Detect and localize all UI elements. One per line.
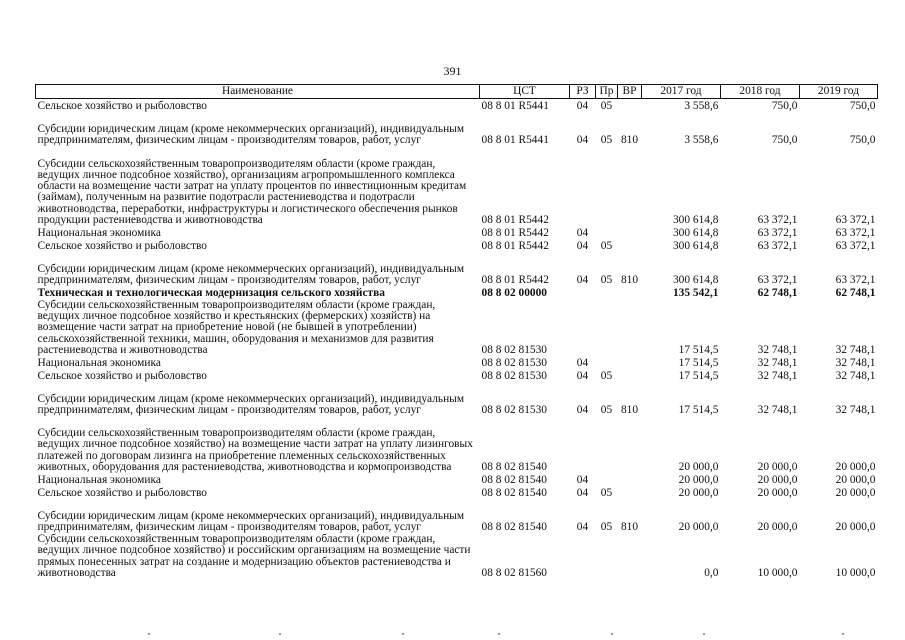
row-rz: 04 (576, 486, 589, 499)
header-2017: 2017 год (642, 85, 721, 99)
row-vr (618, 146, 642, 226)
row-name: Национальная экономика (37, 473, 161, 486)
row-name: Субсидии юридическим лицам (кроме некоммерческих организаций), индивидуальным предпринимателям, физическим лицам - производителям товаров, работ, услуг (37, 262, 465, 286)
row-2018: 10 000,0 (757, 566, 798, 579)
row-cst: 08 8 01 R5442 (481, 226, 549, 239)
row-2018: 750,0 (771, 133, 798, 146)
row-name: Субсидии юридическим лицам (кроме некоммерческих организаций), индивидуальным предпринимателям, физическим лицам - производителям товаров, работ, услуг (37, 509, 465, 533)
row-vr (618, 239, 642, 252)
row-name: Сельское хозяйство и рыболовство (37, 99, 207, 112)
table-row (36, 499, 878, 533)
row-name: Техническая и технологическая модернизация сельского хозяйства (37, 286, 385, 299)
row-cst: 08 8 02 81540 (481, 473, 547, 486)
row-rz (570, 146, 596, 226)
row-2019: 32 748,1 (835, 369, 876, 382)
header-name: Наименование (36, 85, 480, 99)
row-rz: 04 (576, 226, 589, 239)
row-2017: 17 514,5 (678, 343, 719, 356)
row-2018: 20 000,0 (757, 486, 798, 499)
row-2017: 135 542,1 (672, 286, 719, 299)
row-2017: 20 000,0 (678, 473, 719, 486)
row-vr (618, 356, 642, 369)
table-row (36, 486, 878, 499)
row-rz (570, 416, 596, 473)
row-rz: 04 (576, 239, 589, 252)
row-2018: 62 748,1 (757, 286, 798, 299)
row-2017: 300 614,8 (672, 226, 719, 239)
row-cst: 08 8 01 R5442 (481, 213, 549, 226)
row-2019: 32 748,1 (835, 343, 876, 356)
row-name: Национальная экономика (37, 356, 161, 369)
row-2017: 20 000,0 (678, 486, 719, 499)
row-2018: 32 748,1 (757, 356, 798, 369)
table-row (36, 382, 878, 416)
header-cst: ЦСТ (480, 85, 570, 99)
row-2017: 17 514,5 (678, 369, 719, 382)
row-2018: 32 748,1 (757, 369, 798, 382)
row-pr: 05 (600, 520, 613, 533)
row-cst: 08 8 02 81530 (481, 369, 547, 382)
row-rz: 04 (576, 273, 589, 286)
row-vr (618, 299, 642, 356)
row-2018: 20 000,0 (757, 520, 798, 533)
row-name: Субсидии сельскохозяйственным товаропроизводителям области (кроме граждан, ведущих личное подсобное хозяйство и крестьянских (фермерских) хозяйств) на возмещение части затрат на приобретение новой (не бывшей в употреблении) сельскохозяйственной техники, машин, оборудования и механизмов для развития растениеводства и животноводства (37, 299, 436, 356)
row-cst: 08 8 02 81530 (481, 403, 547, 416)
row-2017: 17 514,5 (678, 403, 719, 416)
header-pr: Пр (596, 85, 618, 99)
row-2017: 3 558,6 (684, 99, 719, 112)
header-2019: 2019 год (800, 85, 878, 99)
row-pr: 05 (600, 486, 613, 499)
row-cst: 08 8 01 R5441 (481, 99, 549, 112)
row-2017: 300 614,8 (672, 213, 719, 226)
row-vr: 810 (620, 403, 639, 416)
row-2017: 20 000,0 (678, 520, 719, 533)
row-rz: 04 (576, 403, 589, 416)
table-row (36, 533, 878, 579)
row-2019: 20 000,0 (835, 520, 876, 533)
row-2018: 63 372,1 (757, 226, 798, 239)
row-2019: 10 000,0 (835, 566, 876, 579)
row-pr (596, 416, 618, 473)
row-vr (618, 226, 642, 239)
row-2019: 32 748,1 (835, 403, 876, 416)
row-2019: 32 748,1 (835, 356, 876, 369)
row-name: Субсидии юридическим лицам (кроме некоммерческих организаций), индивидуальным предпринимателям, физическим лицам - производителям товаров, работ, услуг (37, 122, 465, 146)
row-pr (596, 226, 618, 239)
row-pr: 05 (600, 239, 613, 252)
table-row (36, 146, 878, 226)
row-rz: 04 (576, 99, 589, 112)
row-pr (596, 286, 618, 299)
row-vr: 810 (620, 520, 639, 533)
row-2017: 20 000,0 (678, 460, 719, 473)
table-header-row (36, 85, 878, 99)
row-2018: 32 748,1 (757, 343, 798, 356)
row-cst: 08 8 02 81530 (481, 343, 547, 356)
row-name: Субсидии сельскохозяйственным товаропроизводителям области (кроме граждан, ведущих личное подсобное хозяйство) на возмещение части затрат на уплату лизинговых платежей по договорам лизинга на приобретение племенных сельскохозяйственных животных, оборудования для растениеводства, животноводства и кормопроизводства (37, 427, 473, 473)
row-vr: 810 (620, 133, 639, 146)
row-rz: 04 (576, 473, 589, 486)
scan-artifacts (0, 633, 905, 639)
row-vr (618, 473, 642, 486)
row-2019: 63 372,1 (835, 273, 876, 286)
row-vr (618, 99, 642, 113)
row-2019: 63 372,1 (835, 239, 876, 252)
row-vr (618, 286, 642, 299)
row-vr (618, 533, 642, 579)
row-2019: 62 748,1 (835, 286, 876, 299)
row-2019: 63 372,1 (835, 226, 876, 239)
row-name: Субсидии юридическим лицам (кроме некоммерческих организаций), индивидуальным предпринимателям, физическим лицам - производителям товаров, работ, услуг (37, 392, 465, 416)
row-vr (618, 486, 642, 499)
page-number: 391 (443, 64, 462, 78)
row-2019: 63 372,1 (835, 213, 876, 226)
row-pr: 05 (600, 369, 613, 382)
budget-table (35, 84, 878, 579)
table-row (36, 369, 878, 382)
row-2017: 17 514,5 (678, 356, 719, 369)
row-rz: 04 (576, 133, 589, 146)
header-rz: РЗ (570, 85, 596, 99)
row-name: Сельское хозяйство и рыболовство (37, 369, 207, 382)
row-pr (596, 533, 618, 579)
row-rz (570, 286, 596, 299)
row-2018: 32 748,1 (757, 403, 798, 416)
row-name: Субсидии сельскохозяйственным товаропроизводителям области (кроме граждан, ведущих личное подсобное хозяйство) и российским организациям на возмещение части прямых понесенных затрат на создание и модернизацию объектов растениеводства и животноводства (37, 533, 471, 579)
row-cst: 08 8 02 81540 (481, 520, 547, 533)
row-2018: 20 000,0 (757, 460, 798, 473)
row-cst: 08 8 01 R5441 (481, 133, 549, 146)
row-2018: 20 000,0 (757, 473, 798, 486)
row-cst: 08 8 02 81530 (481, 356, 547, 369)
row-pr: 05 (600, 273, 613, 286)
table-row (36, 99, 878, 113)
row-cst: 08 8 02 81540 (481, 460, 547, 473)
row-name: Субсидии сельскохозяйственным товаропроизводителям области (кроме граждан, ведущих личное подсобное хозяйство), организациям агропромышленного комплекса области на возмещение части затрат на уплату процентов по инвестиционным кредитам (займам), полученным на развитие подотрасли растениеводства и подотрасли животноводства, переработки, инфраструктуры и логистического обеспечения рынков продукции растениеводства и животноводства (37, 157, 467, 226)
row-2017: 300 614,8 (672, 273, 719, 286)
row-2017: 0,0 (704, 566, 719, 579)
row-cst: 08 8 02 81560 (481, 566, 547, 579)
table-row (36, 252, 878, 286)
row-2018: 63 372,1 (757, 239, 798, 252)
row-rz (570, 533, 596, 579)
row-vr (618, 416, 642, 473)
row-2019: 20 000,0 (835, 473, 876, 486)
table-row (36, 226, 878, 239)
header-2018: 2018 год (721, 85, 800, 99)
row-pr: 05 (600, 133, 613, 146)
row-2018: 63 372,1 (757, 273, 798, 286)
table-row (36, 239, 878, 252)
table-row (36, 356, 878, 369)
row-vr (618, 369, 642, 382)
row-rz: 04 (576, 369, 589, 382)
table-row (36, 112, 878, 146)
row-cst: 08 8 02 81540 (481, 486, 547, 499)
row-pr: 05 (600, 99, 613, 112)
header-vr: ВР (618, 85, 642, 99)
row-2018: 63 372,1 (757, 213, 798, 226)
row-pr (596, 146, 618, 226)
table-row-section (36, 286, 878, 299)
row-2017: 3 558,6 (684, 133, 719, 146)
row-cst: 08 8 01 R5442 (481, 273, 549, 286)
row-pr (596, 299, 618, 356)
row-cst: 08 8 01 R5442 (481, 239, 549, 252)
row-pr: 05 (600, 403, 613, 416)
table-row (36, 299, 878, 356)
row-2019: 750,0 (849, 133, 876, 146)
row-vr: 810 (620, 273, 639, 286)
row-name: Сельское хозяйство и рыболовство (37, 486, 207, 499)
row-2019: 20 000,0 (835, 460, 876, 473)
row-2019: 750,0 (849, 99, 876, 112)
row-pr (596, 473, 618, 486)
row-rz: 04 (576, 356, 589, 369)
row-2017: 300 614,8 (672, 239, 719, 252)
row-name: Сельское хозяйство и рыболовство (37, 239, 207, 252)
row-pr (596, 356, 618, 369)
row-2019: 20 000,0 (835, 486, 876, 499)
row-name: Национальная экономика (37, 226, 161, 239)
row-cst: 08 8 02 00000 (481, 286, 547, 299)
row-rz: 04 (576, 520, 589, 533)
row-rz (570, 299, 596, 356)
table-row (36, 416, 878, 473)
row-2018: 750,0 (771, 99, 798, 112)
table-row (36, 473, 878, 486)
